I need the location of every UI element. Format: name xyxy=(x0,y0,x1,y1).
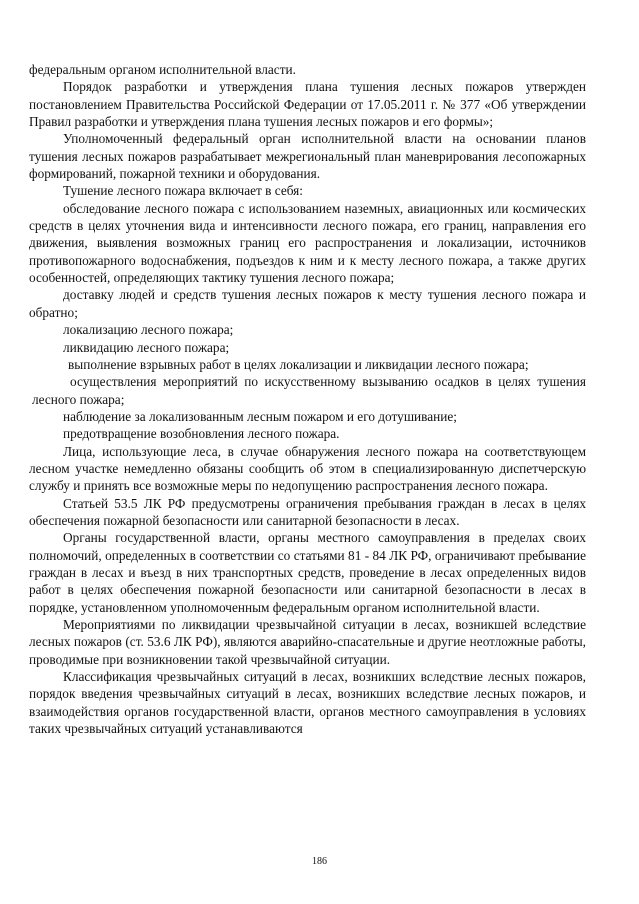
page-number: 186 xyxy=(312,856,327,867)
body-text xyxy=(29,61,586,737)
paragraph: Уполномоченный федеральный орган исполнительной власти на основании планов тушения лесных пожаров разрабатывает межрегиональный план маневрирования лесопожарных формирований, пожарной техники и оборудования. xyxy=(29,131,586,182)
paragraph: Классификация чрезвычайных ситуаций в лесах, возникших вследствие лесных пожаров, порядок введения чрезвычайных ситуаций в лесах, возникших вследствие лесных пожаров, и взаимодействия органов государственной власти, органов местного самоуправления в условиях таких чрезвычайных ситуаций устанавливаются xyxy=(29,669,586,737)
list-item: локализацию лесного пожара; xyxy=(63,322,234,338)
list-item: осуществления мероприятий по искусственному вызыванию осадков в целях тушения лесного пожара; xyxy=(32,374,586,407)
list-item: наблюдение за локализованным лесным пожаром и его дотушивание; xyxy=(63,408,458,424)
paragraph: Органы государственной власти, органы местного самоуправления в пределах своих полномочий, определенных в соответствии со статьями 81 - 84 ЛК РФ, ограничивают пребывание граждан в лесах и въезд в них транспортных средств, проведение в лесах определенных видов работ в целях обеспечения пожарной безопасности или санитарной безопасности в лесах в порядке, установленном уполномоченным федеральным органом исполнительной власти. xyxy=(29,530,586,615)
paragraph: федеральным органом исполнительной власти. xyxy=(29,62,296,77)
list-item: доставку людей и средств тушения лесных пожаров к месту тушения лесного пожара и обратно; xyxy=(29,287,586,320)
paragraph: Тушение лесного пожара включает в себя: xyxy=(63,183,303,199)
paragraph: Лица, использующие леса, в случае обнаружения лесного пожара на соответствующем лесном участке немедленно обязаны сообщить об этом в специализированную диспетчерскую службу и принять все возможные меры по недопущению распространения лесного пожара. xyxy=(29,443,586,494)
paragraph: Порядок разработки и утверждения плана тушения лесных пожаров утвержден постановлением Правительства Российской Федерации от 17.05.2011 г. № 377 «Об утверждении Правил разработки и утверждения плана тушения лесных пожаров и его формы»; xyxy=(29,79,586,130)
list-item: предотвращение возобновления лесного пожара. xyxy=(63,426,340,442)
paragraph: Статьей 53.5 ЛК РФ предусмотрены ограничения пребывания граждан в лесах в целях обеспечения пожарной безопасности или санитарной безопасности в лесах. xyxy=(29,495,586,528)
paragraph: Мероприятиями по ликвидации чрезвычайной ситуации в лесах, возникшей вследствие лесных пожаров (ст. 53.6 ЛК РФ), являются аварийно-спасательные и другие неотложные работы, проводимые при возникновении такой чрезвычайной ситуации. xyxy=(29,617,586,667)
list-item: ликвидацию лесного пожара; xyxy=(63,339,230,355)
list-item: обследование лесного пожара с использованием наземных, авиационных или космических средств в целях уточнения вида и интенсивности лесного пожара, его границ, направления его движения, выявления возможных границ его распространения и локализации, источников противопожарного водоснабжения, подъездов к ним и к месту лесного пожара, а также других особенностей, определяющих тактику тушения лесного пожара; xyxy=(29,200,586,286)
list-item: выполнение взрывных работ в целях локализации и ликвидации лесного пожара; xyxy=(68,356,529,372)
